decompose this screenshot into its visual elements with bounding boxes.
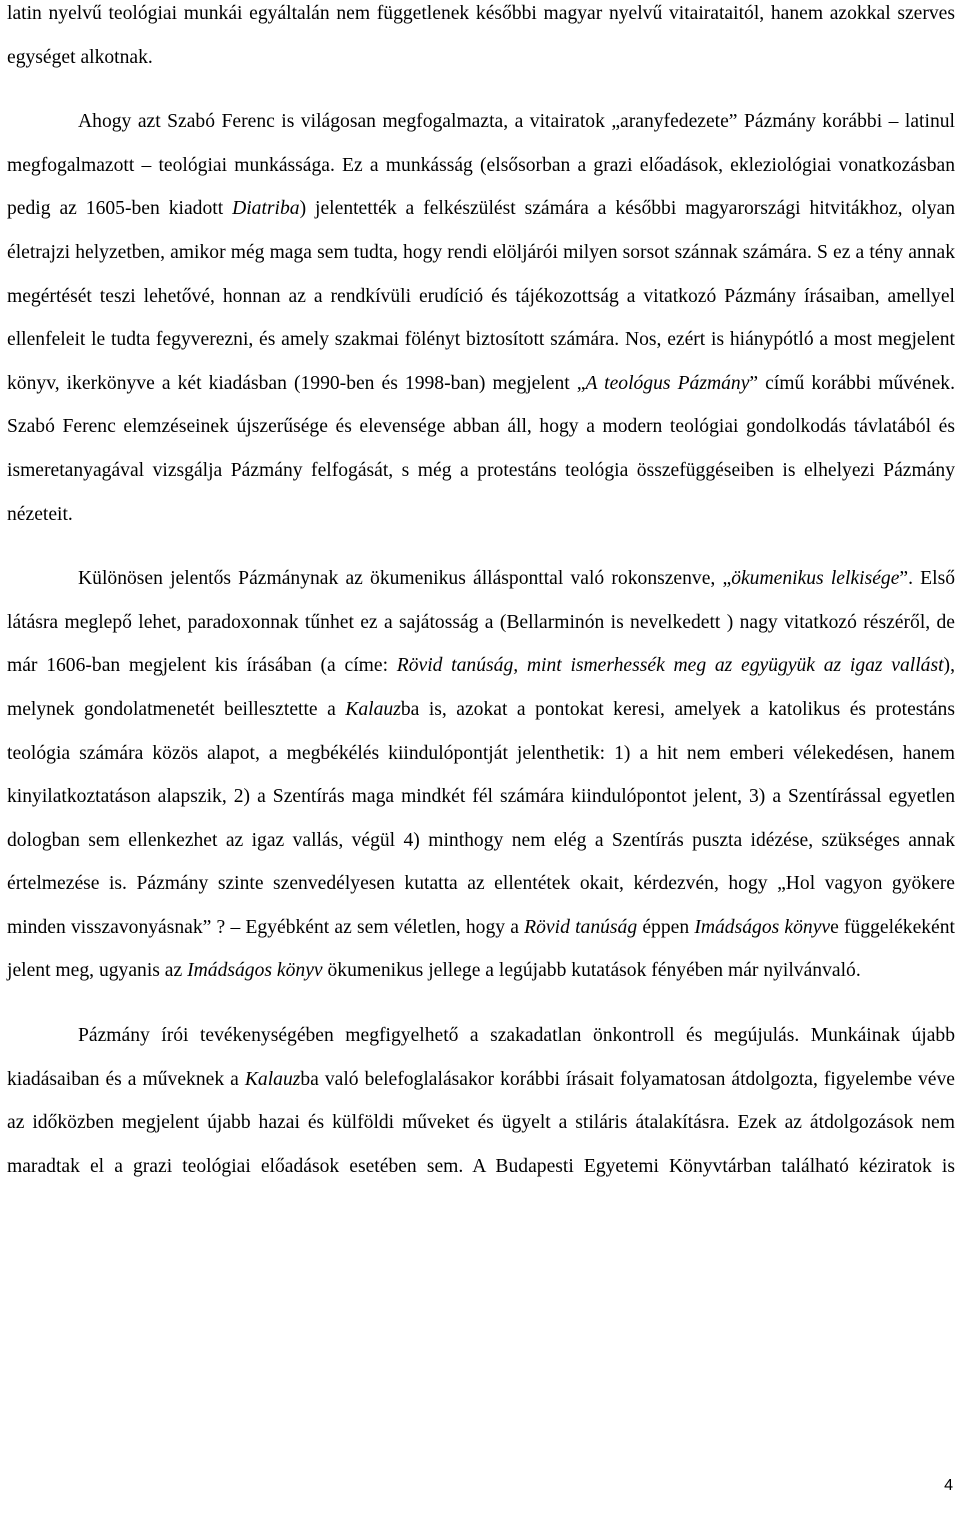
text-run: ” című korábbi művének. Szabó Ferenc elemzéseinek újszerűsége és elevensége abban áll, hogy a modern teológiai gondolkodás távlatából és ismeretanyagával vizsgálja Pázmány felfogását, s még a protestáns teológia összefüggéseiben is elhelyezi Pázmány nézeteit. [7, 372, 955, 525]
paragraph-1 [7, 0, 955, 79]
italic-text: ökumenikus lelkisége [731, 568, 900, 590]
text-run: e függelékeként jelent meg, ugyanis az [7, 916, 955, 982]
paragraph-2 [7, 100, 955, 536]
document-page [7, 0, 955, 1188]
text-run: ) jelentették a felkészülést számára a későbbi magyarországi hitvitákhoz, olyan életrajzi helyzetben, amikor még maga sem tudta, hogy rendi elöljárói milyen sorsot szánnak számára. S ez a tény annak megértését teszi lehetővé, honnan az a rendkívüli erudíció és tájékozottság a vitatkozó Pázmány írásaiban, amellyel ellenfeleit le tudta fegyverezni, és amely szakmai fölényt biztosított számára. Nos, ezért is hiánypótló a most megjelent könyv, ikerkönyve a két kiadásban (1990-ben és 1998-ban) megjelent „ [7, 198, 955, 394]
italic-text: Rövid tanúság [524, 916, 638, 938]
italic-text: Diatriba [232, 198, 300, 220]
text-run: Ahogy azt Szabó Ferenc is világosan megfogalmazta, a vitairatok „aranyfedezete” Pázmány korábbi – latinul megfogalmazott – teológiai munkássága. Ez a munkásság (elsősorban a grazi előadások, ekleziológiai vonatkozásban pedig az 1605-ben kiadott [7, 111, 955, 220]
text-run: ba is, azokat a pontokat keresi, amelyek a katolikus és protestáns teológia számára közös alapot, a megbékélés kiindulópontját jelenthetik: 1) a hit nem emberi vélekedésen, hanem kinyilatkoztatáson alapszik, 2) a Szentírás maga mindkét fél számára kiindulópontot jelent, 3) a Szentírással egyetlen dologban sem ellenkezhet az igaz vallás, végül 4) minthogy nem elég a Szentírás puszta idézése, szükséges annak értelmezése is. Pázmány szinte szenvedélyesen kutatta az ellentétek okait, kérdezvén, hogy „Hol vagyon gyökere minden visszavonyásnak” ? – Egyébként az sem véletlen, hogy a [7, 698, 955, 938]
text-run: ”. Első látásra meglepő lehet, paradoxonnak tűnhet ez a sajátosság a (Bellarminón is nevelkedett ) nagy vitatkozó részéről, de már 1606-ban megjelent kis írásában (a címe: [7, 568, 956, 677]
text-run: latin nyelvű teológiai munkái egyáltalán nem függetlenek későbbi magyar nyelvű vitairataitól, hanem azokkal szerves egységet alkotnak. [7, 3, 955, 68]
text-run: Pázmány írói tevékenységében megfigyelhető a szakadatlan önkontroll és megújulás. Munkáinak újabb kiadásaiban és a műveknek a [7, 1025, 955, 1090]
italic-text: Imádságos könyv [187, 960, 323, 982]
text-run: ökumenikus jellege a legújabb kutatások fényében már nyilvánvaló. [322, 960, 861, 982]
text-run: ba való belefoglalásakor korábbi írásait folyamatosan átdolgozta, figyelembe véve az időközben megjelent újabb hazai és külföldi műveket és ügyelt a stiláris átalakításra. Ezek az átdolgozások nem maradtak el a grazi teológiai előadások esetében sem. A Budapesti Egyetemi Könyvtárban található kéziratok is [7, 1068, 956, 1177]
italic-text: A teológus Pázmány [585, 372, 750, 394]
italic-text: Kalauz [244, 1068, 301, 1090]
paragraph-4 [7, 1014, 955, 1188]
page-number: 4 [944, 1477, 953, 1494]
italic-text: Rövid tanúság, mint ismerhessék meg az együgyük az igaz vallást [396, 655, 944, 677]
text-run: ), melynek gondolatmenetét beillesztette a [7, 655, 955, 720]
text-run: Különösen jelentős Pázmánynak az ökumenikus állásponttal való rokonszenve, „ [78, 568, 732, 590]
text-run: éppen [637, 916, 695, 938]
italic-text: Kalauz [345, 698, 401, 720]
italic-text: Imádságos könyv [694, 916, 831, 938]
paragraph-3 [7, 557, 955, 993]
